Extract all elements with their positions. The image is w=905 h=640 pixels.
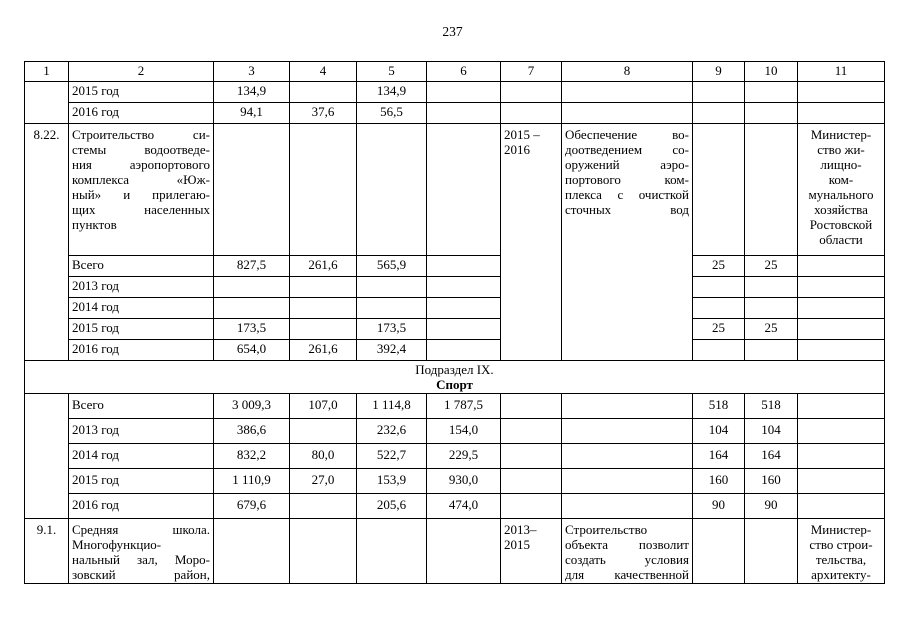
column-header: 10: [745, 62, 798, 82]
table-row: [25, 103, 885, 124]
column-header: 2: [69, 62, 214, 82]
capacity-cell: 25: [693, 319, 745, 340]
local-cell: [427, 82, 501, 103]
result-line: плекса с очисткой: [565, 187, 689, 202]
responsible-line: лищно-: [820, 157, 862, 172]
responsible-line: ство жи-: [817, 142, 865, 157]
period-line: 2013–: [504, 522, 537, 537]
regional-cell: 173,5: [357, 319, 427, 340]
local-cell: [427, 519, 501, 584]
local-cell: [427, 340, 501, 361]
federal-cell: 261,6: [290, 256, 357, 277]
result-line: сточных вод: [565, 202, 689, 217]
table-row: [25, 124, 885, 256]
column-header: 3: [214, 62, 290, 82]
federal-cell: 107,0: [290, 394, 357, 419]
capacity-cell: [693, 124, 745, 256]
federal-cell: 80,0: [290, 444, 357, 469]
section-title: Спорт: [436, 377, 473, 392]
local-cell: [427, 298, 501, 319]
responsible-cell: [798, 298, 885, 319]
period-cell: [501, 394, 562, 419]
capacity-cell: 104: [693, 419, 745, 444]
table-row: [25, 256, 885, 277]
total-cell: [214, 519, 290, 584]
year-label: 2013 год: [69, 277, 214, 298]
item-number: 9.1.: [25, 519, 69, 584]
result-cell: [562, 419, 693, 444]
total-cell: 134,9: [214, 82, 290, 103]
period-line: 2015: [504, 537, 530, 552]
table-row: [25, 519, 885, 584]
table-row: [25, 494, 885, 519]
program-table: [24, 61, 885, 584]
capacity-cell: 90: [693, 494, 745, 519]
table-row: [25, 277, 885, 298]
period-line: 2015 –: [504, 127, 540, 142]
year-label: 2013 год: [69, 419, 214, 444]
item-name-line: ния аэропортового: [72, 157, 210, 172]
table-row: [25, 319, 885, 340]
responsible-line: архитекту-: [811, 567, 871, 582]
regional-cell: 134,9: [357, 82, 427, 103]
total-cell: 173,5: [214, 319, 290, 340]
responsible-cell: [798, 494, 885, 519]
year-label: 2016 год: [69, 340, 214, 361]
item-name-line: ный» и прилегаю-: [72, 187, 210, 202]
period-cell: [501, 82, 562, 103]
capacity-cell: [693, 82, 745, 103]
table-row: [25, 340, 885, 361]
capacity-cell: 160: [693, 469, 745, 494]
regional-cell: [357, 519, 427, 584]
column-header: 11: [798, 62, 885, 82]
column-header: 7: [501, 62, 562, 82]
capacity-cell: [693, 298, 745, 319]
section-heading-row: [25, 361, 885, 394]
year-label: Всего: [69, 394, 214, 419]
regional-cell: 565,9: [357, 256, 427, 277]
result-cell: [562, 444, 693, 469]
column-number-row: [25, 62, 885, 82]
local-cell: 154,0: [427, 419, 501, 444]
table-row: [25, 298, 885, 319]
federal-cell: 27,0: [290, 469, 357, 494]
responsible-cell: [798, 319, 885, 340]
federal-cell: [290, 519, 357, 584]
responsible-line: Ростовской: [809, 217, 873, 232]
responsible-cell: [798, 256, 885, 277]
result-cell: [562, 394, 693, 419]
federal-cell: 37,6: [290, 103, 357, 124]
capacity-cell: [745, 519, 798, 584]
year-label: 2016 год: [69, 103, 214, 124]
column-header: 6: [427, 62, 501, 82]
total-cell: 832,2: [214, 444, 290, 469]
federal-cell: 261,6: [290, 340, 357, 361]
result-cell: [562, 103, 693, 124]
capacity-cell: 104: [745, 419, 798, 444]
responsible-cell: [798, 124, 885, 256]
column-header: 5: [357, 62, 427, 82]
regional-cell: 522,7: [357, 444, 427, 469]
year-label: 2015 год: [69, 82, 214, 103]
period-cell: [501, 444, 562, 469]
federal-cell: [290, 494, 357, 519]
result-line: Обеспечение во-: [565, 127, 689, 142]
total-cell: 94,1: [214, 103, 290, 124]
item-name-line: Многофункцио-: [72, 537, 162, 552]
capacity-cell: 25: [745, 256, 798, 277]
item-name-line: Средняя школа.: [72, 522, 210, 537]
item-name-line: пунктов: [72, 217, 117, 232]
local-cell: 229,5: [427, 444, 501, 469]
federal-cell: [290, 298, 357, 319]
period-cell: [501, 103, 562, 124]
local-cell: 1 787,5: [427, 394, 501, 419]
column-header: 9: [693, 62, 745, 82]
regional-cell: [357, 277, 427, 298]
capacity-cell: 25: [745, 319, 798, 340]
result-line: объекта позволит: [565, 537, 689, 552]
capacity-cell: [693, 340, 745, 361]
responsible-line: ком-: [828, 172, 854, 187]
total-cell: 1 110,9: [214, 469, 290, 494]
responsible-cell: [798, 419, 885, 444]
capacity-cell: [745, 277, 798, 298]
responsible-line: области: [819, 232, 863, 247]
result-cell: [562, 124, 693, 361]
responsible-cell: [798, 444, 885, 469]
item-name-line: комплекса «Юж-: [72, 172, 210, 187]
regional-cell: 205,6: [357, 494, 427, 519]
item-name-line: стемы водоотведе-: [72, 142, 210, 157]
item-name: [69, 519, 214, 584]
responsible-line: Министер-: [810, 127, 872, 142]
item-name-line: щих населенных: [72, 202, 210, 217]
capacity-cell: [745, 298, 798, 319]
period-cell: [501, 519, 562, 584]
result-line: создать условия: [565, 552, 689, 567]
table-row: [25, 469, 885, 494]
year-label: 2014 год: [69, 444, 214, 469]
regional-cell: [357, 298, 427, 319]
capacity-cell: 164: [693, 444, 745, 469]
column-header: 8: [562, 62, 693, 82]
result-line: доотведением со-: [565, 142, 689, 157]
responsible-line: тельства,: [815, 552, 867, 567]
regional-cell: 153,9: [357, 469, 427, 494]
regional-cell: 56,5: [357, 103, 427, 124]
responsible-line: Министер-: [810, 522, 872, 537]
result-cell: [562, 494, 693, 519]
table-row: [25, 394, 885, 419]
regional-cell: 1 114,8: [357, 394, 427, 419]
responsible-line: ство строи-: [809, 537, 873, 552]
capacity-cell: [693, 277, 745, 298]
result-cell: [562, 519, 693, 584]
federal-cell: [290, 419, 357, 444]
item-number-cell: [25, 394, 69, 519]
total-cell: 386,6: [214, 419, 290, 444]
period-cell: [501, 469, 562, 494]
column-header: 1: [25, 62, 69, 82]
page-number: 237: [442, 24, 463, 39]
table-row: [25, 444, 885, 469]
item-name-line: нальный зал, Моро-: [72, 552, 210, 567]
capacity-cell: [693, 103, 745, 124]
responsible-cell: [798, 277, 885, 298]
period-cell: [501, 419, 562, 444]
capacity-cell: 518: [745, 394, 798, 419]
local-cell: 930,0: [427, 469, 501, 494]
table-row: [25, 419, 885, 444]
capacity-cell: 25: [693, 256, 745, 277]
period-cell: [501, 124, 562, 361]
total-cell: [214, 124, 290, 256]
federal-cell: [290, 277, 357, 298]
total-cell: [214, 277, 290, 298]
regional-cell: 232,6: [357, 419, 427, 444]
responsible-cell: [798, 394, 885, 419]
responsible-cell: [798, 82, 885, 103]
capacity-cell: 164: [745, 444, 798, 469]
responsible-cell: [798, 103, 885, 124]
local-cell: [427, 103, 501, 124]
capacity-cell: [745, 103, 798, 124]
year-label: 2015 год: [69, 319, 214, 340]
responsible-cell: [798, 469, 885, 494]
responsible-cell: [798, 340, 885, 361]
total-cell: [214, 298, 290, 319]
result-line: оружений аэро-: [565, 157, 689, 172]
column-header: 4: [290, 62, 357, 82]
federal-cell: [290, 82, 357, 103]
capacity-cell: [745, 82, 798, 103]
total-cell: 654,0: [214, 340, 290, 361]
local-cell: [427, 319, 501, 340]
table-row: [25, 82, 885, 103]
item-name-line: Строительство си-: [72, 127, 210, 142]
total-cell: 3 009,3: [214, 394, 290, 419]
capacity-cell: [693, 519, 745, 584]
capacity-cell: 90: [745, 494, 798, 519]
item-name: [69, 124, 214, 256]
local-cell: 474,0: [427, 494, 501, 519]
total-cell: 827,5: [214, 256, 290, 277]
period-line: 2016: [504, 142, 530, 157]
item-name-line: зовский район,: [72, 567, 210, 582]
capacity-cell: [745, 124, 798, 256]
federal-cell: [290, 319, 357, 340]
result-line: Строительство: [565, 522, 648, 537]
local-cell: [427, 124, 501, 256]
result-cell: [562, 82, 693, 103]
regional-cell: 392,4: [357, 340, 427, 361]
year-label: Всего: [69, 256, 214, 277]
federal-cell: [290, 124, 357, 256]
local-cell: [427, 277, 501, 298]
result-line: для качественной: [565, 567, 689, 582]
local-cell: [427, 256, 501, 277]
year-label: 2015 год: [69, 469, 214, 494]
item-number: 8.22.: [25, 124, 69, 361]
section-subtitle: Подраздел IX.: [415, 362, 494, 377]
year-label: 2014 год: [69, 298, 214, 319]
responsible-cell: [798, 519, 885, 584]
item-number-cell: [25, 82, 69, 124]
responsible-line: мунального: [808, 187, 874, 202]
capacity-cell: 518: [693, 394, 745, 419]
period-cell: [501, 494, 562, 519]
year-label: 2016 год: [69, 494, 214, 519]
capacity-cell: [745, 340, 798, 361]
result-line: портового ком-: [565, 172, 689, 187]
section-heading: [25, 361, 885, 394]
capacity-cell: 160: [745, 469, 798, 494]
regional-cell: [357, 124, 427, 256]
result-cell: [562, 469, 693, 494]
responsible-line: хозяйства: [814, 202, 868, 217]
total-cell: 679,6: [214, 494, 290, 519]
